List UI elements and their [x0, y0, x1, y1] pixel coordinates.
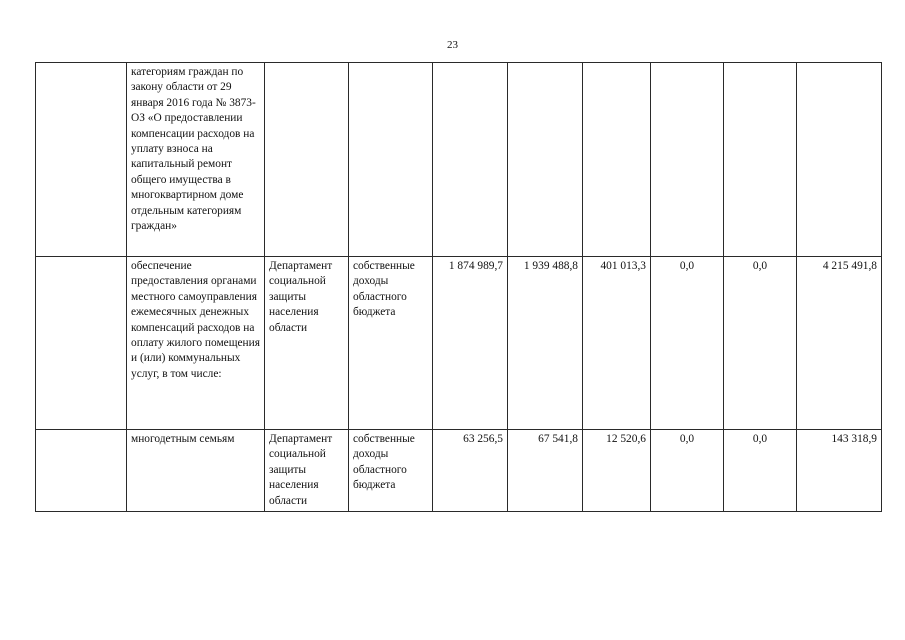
- table-row: [36, 430, 882, 512]
- description-text: категориям граждан по закону области от 29 января 2016 года № 3873-ОЗ «О предоставлении компенсации расходов на уплату взноса на капитальный ремонт общего имущества в многоквартирном доме отдельным категориям граждан»: [131, 66, 256, 233]
- description-cell: [127, 63, 265, 257]
- value-cell-4: [651, 63, 724, 257]
- number-cell: [36, 257, 127, 430]
- total-cell: 143 318,9: [797, 430, 882, 512]
- description-text: обеспечение предоставления органами местного самоуправления ежемесячных денежных компенсаций расходов на оплату жилого помещения и (или) коммунальных услуг, в том числе:: [131, 260, 260, 380]
- source-cell: собственные доходы областного бюджета: [349, 430, 433, 512]
- total-cell: [797, 63, 882, 257]
- executor-cell: Департамент социальной защиты населения области: [265, 430, 349, 512]
- value-cell-5: 0,0: [724, 257, 797, 430]
- executor-cell: [265, 63, 349, 257]
- value-cell-1: [433, 63, 508, 257]
- source-cell: собственные доходы областного бюджета: [349, 257, 433, 430]
- total-cell: 4 215 491,8: [797, 257, 882, 430]
- description-text: многодетным семьям: [131, 433, 235, 445]
- value-cell-3: 401 013,3: [583, 257, 651, 430]
- value-cell-2: 1 939 488,8: [508, 257, 583, 430]
- value-cell-2: 67 541,8: [508, 430, 583, 512]
- value-cell-4: 0,0: [651, 257, 724, 430]
- value-cell-1: 63 256,5: [433, 430, 508, 512]
- value-cell-1: 1 874 989,7: [433, 257, 508, 430]
- source-cell: [349, 63, 433, 257]
- number-cell: [36, 63, 127, 257]
- page-number: 23: [447, 39, 458, 51]
- value-cell-5: 0,0: [724, 430, 797, 512]
- executor-cell: Департамент социальной защиты населения области: [265, 257, 349, 430]
- table-row: [36, 63, 882, 257]
- value-cell-5: [724, 63, 797, 257]
- value-cell-3: [583, 63, 651, 257]
- value-cell-3: 12 520,6: [583, 430, 651, 512]
- budget-table: [35, 62, 882, 512]
- description-cell: [127, 257, 265, 430]
- table-row: [36, 257, 882, 430]
- description-cell: [127, 430, 265, 512]
- value-cell-4: 0,0: [651, 430, 724, 512]
- number-cell: [36, 430, 127, 512]
- value-cell-2: [508, 63, 583, 257]
